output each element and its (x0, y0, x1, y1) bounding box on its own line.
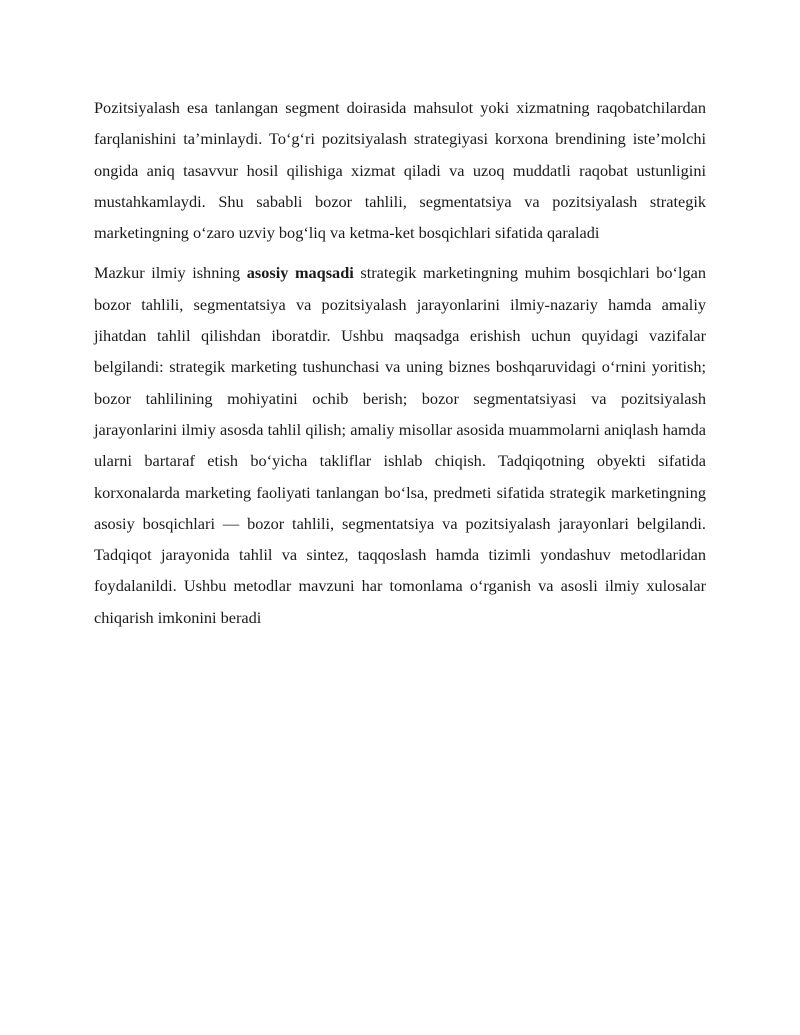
bold-term-main-goal: asosiy maqsadi (246, 263, 354, 283)
document-body (94, 92, 706, 633)
paragraph-body-text: strategik marketingning muhim bosqichlari bo‘lgan bozor tahlili, segmentatsiya va pozitsiyalash jarayonlarini ilmiy-nazariy hamda amaliy jihatdan tahlil qilishdan iboratdir. Ushbu maqsadga erishish uchun quyidagi vazifalar belgilandi: strategik marketing tushunchasi va uning biznes boshqaruvidagi o‘rnini yoritish; bozor tahlilining mohiyatini ochib berish; bozor segmentatsiyasi va pozitsiyalash jarayonlarini ilmiy asosda tahlil qilish; amaliy misollar asosida muammolarni aniqlash hamda ularni bartaraf etish bo‘yicha takliflar ishlab chiqish. Tadqiqotning obyekti sifatida korxonalarda marketing faoliyati tanlangan bo‘lsa, predmeti sifatida strategik marketingning asosiy bosqichlari — bozor tahlili, segmentatsiya va pozitsiyalash jarayonlari belgilandi. Tadqiqot jarayonida tahlil va sintez, taqqoslash hamda tizimli yondashuv metodlaridan foydalanildi. Ushbu metodlar mavzuni har tomonlama o‘rganish va asosli ilmiy xulosalar chiqarish imkonini beradi (94, 263, 706, 627)
paragraph-positioning: Pozitsiyalash esa tanlangan segment doirasida mahsulot yoki xizmatning raqobatchilardan farqlanishini ta’minlaydi. To‘g‘ri pozitsiyalash strategiyasi korxona brendining iste’molchi ongida aniq tasavvur hosil qilishiga xizmat qiladi va uzoq muddatli raqobat ustunligini mustahkamlaydi. Shu sababli bozor tahlili, segmentatsiya va pozitsiyalash strategik marketingning o‘zaro uzviy bog‘liq va ketma-ket bosqichlari sifatida qaraladi (94, 98, 706, 243)
paragraph-lead-text: Mazkur ilmiy ishning (94, 263, 247, 283)
paragraph-research-aim (94, 257, 706, 633)
